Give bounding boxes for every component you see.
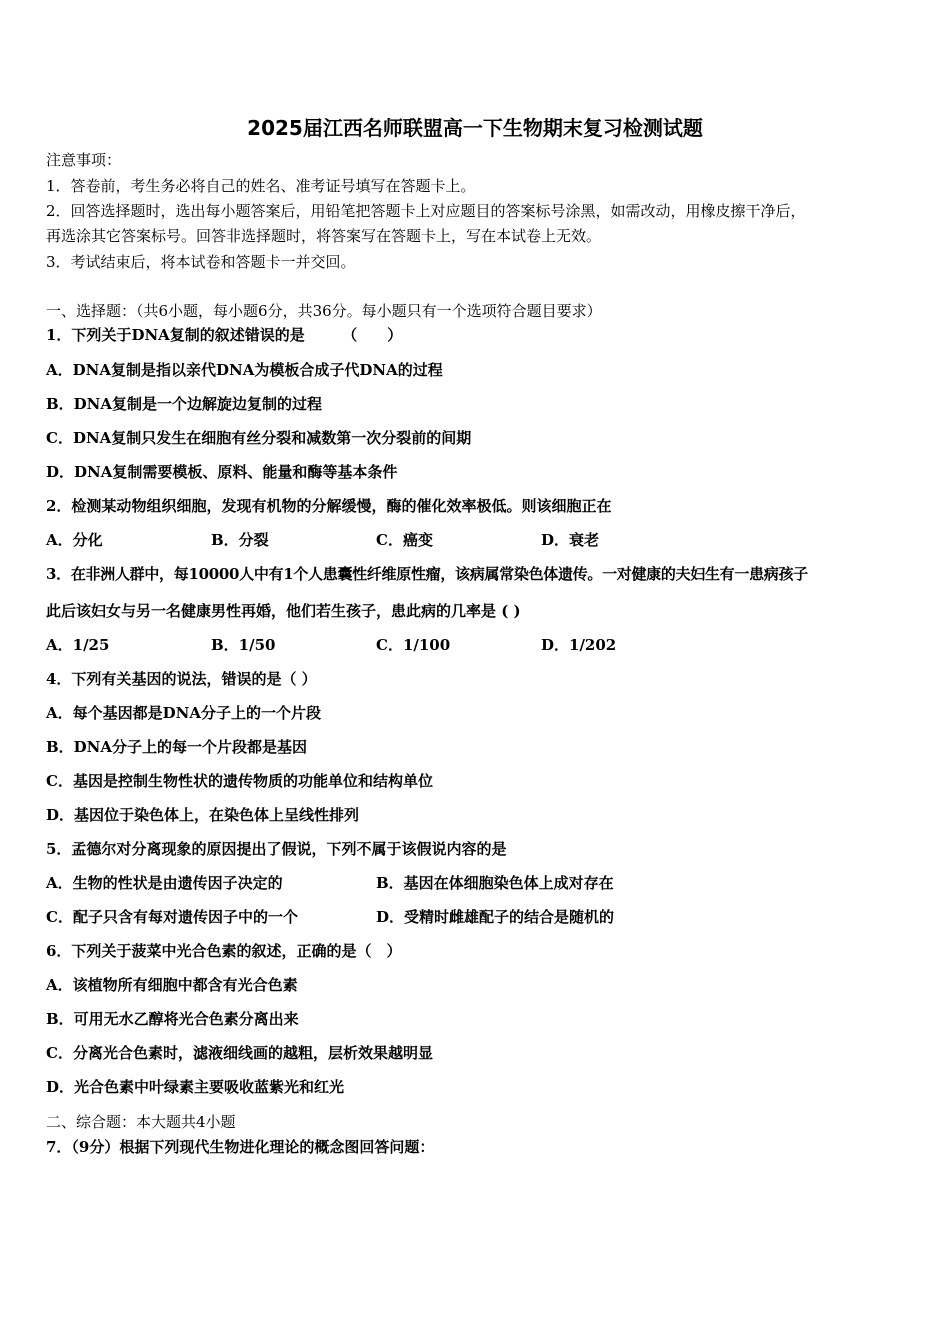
option: B．可用无水乙醇将光合色素分离出来 [46, 1010, 299, 1028]
question-stem-cont: 此后该妇女与另一名健康男性再婚，他们若生孩子，患此病的几率是 ( ) [46, 602, 521, 620]
option: D．DNA复制需要模板、原料、能量和酶等基本条件 [46, 463, 398, 481]
notice-item: 2．回答选择题时，选出每小题答案后，用铅笔把答题卡上对应题目的答案标号涂黑，如需改动，用橡皮擦干净后， [46, 202, 806, 220]
section-heading: 二、综合题：本大题共4小题 [46, 1113, 236, 1131]
option: C．基因是控制生物性状的遗传物质的功能单位和结构单位 [46, 772, 433, 790]
option: A．每个基因都是DNA分子上的一个片段 [46, 704, 321, 722]
notice-heading: 注意事项： [46, 151, 122, 169]
option: C．配子只含有每对遗传因子中的一个 [46, 908, 298, 926]
option: B．分裂 [211, 531, 269, 549]
option: B．DNA复制是一个边解旋边复制的过程 [46, 395, 323, 413]
page-title: 2025届江西名师联盟高一下生物期末复习检测试题 [247, 116, 703, 140]
option: D．基因位于染色体上，在染色体上呈线性排列 [46, 806, 360, 824]
question-stem: 7．（9分）根据下列现代生物进化理论的概念图回答问题： [46, 1138, 435, 1156]
option: C．DNA复制只发生在细胞有丝分裂和减数第一次分裂前的间期 [46, 429, 472, 447]
notice-item: 1．答卷前，考生务必将自己的姓名、准考证号填写在答题卡上。 [46, 177, 476, 195]
option: C．1/100 [376, 636, 451, 654]
notice-item: 3．考试结束后，将本试卷和答题卡一并交回。 [46, 253, 356, 271]
option: A．1/25 [46, 636, 110, 654]
question-stem: 4．下列有关基因的说法，错误的是（ ） [46, 670, 317, 688]
option: C．分离光合色素时，滤液细线画的越粗，层析效果越明显 [46, 1044, 433, 1062]
option: D．受精时雌雄配子的结合是随机的 [376, 908, 615, 926]
option: D．1/202 [541, 636, 617, 654]
option: A．生物的性状是由遗传因子决定的 [46, 874, 283, 892]
option: B．基因在体细胞染色体上成对存在 [376, 874, 614, 892]
option: B．DNA分子上的每一个片段都是基因 [46, 738, 308, 756]
option: A．分化 [46, 531, 103, 549]
option: B．1/50 [211, 636, 276, 654]
option: A．DNA复制是指以亲代DNA为模板合成子代DNA的过程 [46, 361, 443, 379]
question-stem: 2．检测某动物组织细胞，发现有机物的分解缓慢，酶的催化效率极低。则该细胞正在 [46, 497, 612, 515]
option: D．光合色素中叶绿素主要吸收蓝紫光和红光 [46, 1078, 345, 1096]
question-stem: 3．在非洲人群中，每10000人中有1个人患囊性纤维原性瘤，该病属常染色体遗传。一对健康的夫妇生有一患病孩子 [46, 565, 808, 583]
option: A．该植物所有细胞中都含有光合色素 [46, 976, 298, 994]
notice-item: 再选涂其它答案标号。回答非选择题时，将答案写在答题卡上，写在本试卷上无效。 [46, 227, 602, 245]
section-heading: 一、选择题：（共6小题，每小题6分，共36分。每小题只有一个选项符合题目要求） [46, 302, 602, 320]
question-stem: 6．下列关于菠菜中光合色素的叙述，正确的是（ ） [46, 942, 402, 960]
question-stem: 5．孟德尔对分离现象的原因提出了假说，下列不属于该假说内容的是 [46, 840, 507, 858]
option: C．癌变 [376, 531, 433, 549]
option: D．衰老 [541, 531, 600, 549]
question-stem: 1．下列关于DNA复制的叙述错误的是 （ ） [46, 326, 403, 344]
